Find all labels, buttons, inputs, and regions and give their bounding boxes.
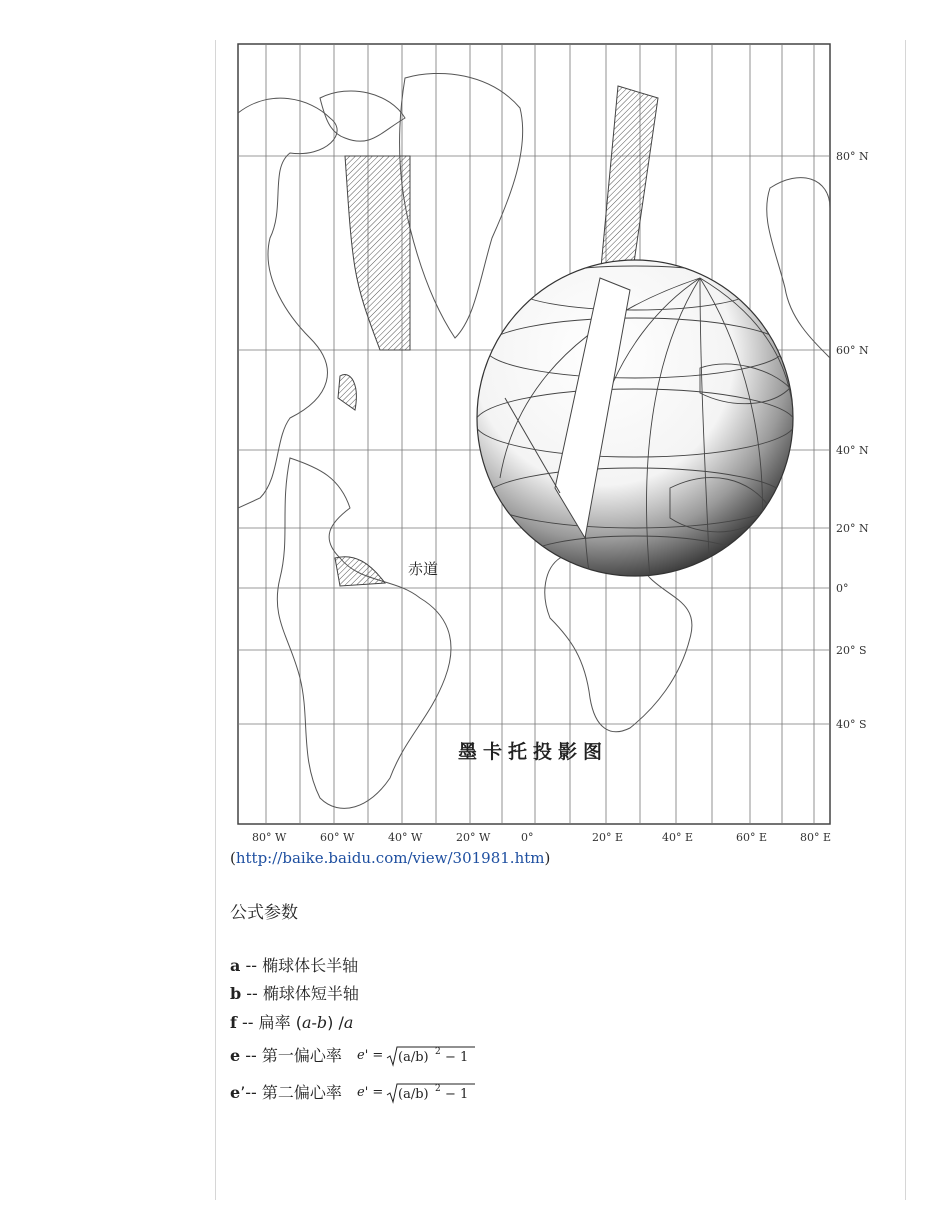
open-paren: (: [230, 849, 236, 867]
latitude-label: 20° N: [836, 522, 869, 535]
map-title: 墨卡托投影图: [458, 741, 609, 763]
param-e-symbol: e: [230, 1046, 241, 1065]
latitude-label: 20° S: [836, 644, 867, 657]
longitude-label: 40° W: [388, 831, 423, 844]
param-e-prime-symbol: e: [230, 1083, 241, 1102]
latitude-label: 60° N: [836, 344, 869, 357]
longitude-label: 20° W: [456, 831, 491, 844]
param-b: [230, 981, 359, 1004]
formula-exponent: 2: [435, 1083, 441, 1094]
latitude-label: 80° N: [836, 150, 869, 163]
param-e: [230, 1043, 477, 1070]
longitude-label: 80° E: [800, 831, 832, 844]
longitude-label: 80° W: [252, 831, 287, 844]
longitude-label: 20° E: [592, 831, 624, 844]
close-paren: ): [544, 849, 551, 867]
latitude-label: 0°: [836, 582, 849, 595]
param-a: [230, 953, 358, 976]
formula-exponent: 2: [435, 1046, 441, 1057]
param-b-text: -- 椭球体短半轴: [241, 984, 359, 1003]
mercator-map-svg: [230, 38, 880, 850]
first-eccentricity-formula: [357, 1044, 477, 1070]
latitude-label: 40° S: [836, 718, 867, 731]
param-f-text: -- 扁率 (: [236, 1013, 302, 1032]
longitude-label: 60° E: [736, 831, 768, 844]
param-f-denominator: a: [343, 1013, 354, 1032]
left-page-rule: [215, 40, 216, 1200]
longitude-label: 0°: [521, 831, 534, 844]
second-eccentricity-formula: [357, 1081, 477, 1107]
param-e-prime: [230, 1080, 477, 1107]
param-f-mid: ) /: [327, 1013, 344, 1032]
formula-radicand: (a/b): [398, 1086, 429, 1102]
param-e-prime-mark: ’: [240, 1083, 246, 1102]
latitude-labels: [836, 150, 869, 731]
param-a-symbol: a: [230, 956, 241, 975]
latitude-label: 40° N: [836, 444, 869, 457]
source-citation: [230, 849, 550, 867]
longitude-labels: [252, 831, 831, 844]
globe-sphere: [477, 260, 793, 576]
param-e-text: -- 第一偏心率: [240, 1046, 342, 1065]
param-f-numerator: a-b: [301, 1013, 328, 1032]
formula-lhs: e' =: [357, 1084, 384, 1100]
param-a-text: -- 椭球体长半轴: [240, 956, 359, 975]
equator-label: 赤道: [408, 560, 439, 578]
formula-tail: − 1: [445, 1049, 469, 1065]
longitude-label: 40° E: [662, 831, 694, 844]
section-title: 公式参数: [230, 903, 298, 923]
longitude-label: 60° W: [320, 831, 355, 844]
mercator-projection-figure: [230, 38, 880, 850]
formula-lhs: e' =: [357, 1047, 384, 1063]
param-e-prime-text: -- 第二偏心率: [245, 1083, 342, 1102]
formula-tail: − 1: [445, 1086, 469, 1102]
formula-radicand: (a/b): [398, 1049, 429, 1065]
param-b-symbol: b: [230, 984, 242, 1003]
source-link[interactable]: http://baike.baidu.com/view/301981.htm: [235, 849, 545, 867]
param-f: [230, 1010, 353, 1033]
right-page-rule: [905, 40, 906, 1200]
param-f-symbol: f: [230, 1013, 237, 1032]
